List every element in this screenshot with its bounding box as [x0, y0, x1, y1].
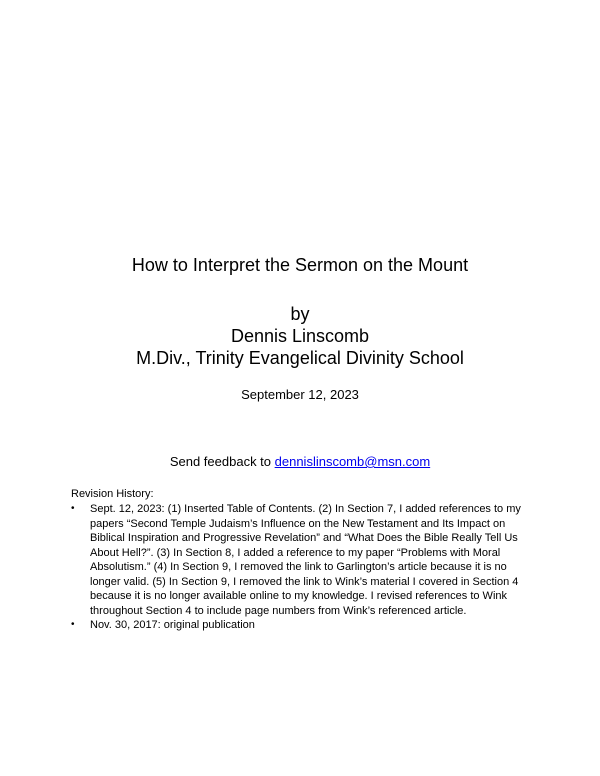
author-credential: M.Div., Trinity Evangelical Divinity School — [136, 348, 464, 368]
feedback-prefix: Send feedback to — [169, 454, 275, 469]
revision-entry-text: Sept. 12, 2023: (1) Inserted Table of Contents. (2) In Section 7, I added references to my papers “Second Temple Judaism’s Influence on the New Testament and Its Impact on Biblical Inspiration and Progressive Revelation” and “What Does the Bible Really Tell Us About Hell?”. (3) In Section 8, I added a reference to my paper “Problems with Moral Absolutism.” (4) In Section 9, I removed the link to Garlington’s article because it is no longer valid. (5) In Section 9, I removed the link to Wink’s material I covered in Section 4 because it is no longer available online to my knowledge. I revised references to Wink throughout Section 4 to include page numbers from Wink’s referenced article. — [90, 503, 521, 617]
revision-entry — [71, 618, 531, 633]
revision-history-heading: Revision History: — [71, 488, 154, 500]
author-name: Dennis Linscomb — [230, 326, 370, 346]
document-title: How to Interpret the Sermon on the Mount — [131, 255, 469, 275]
bullet-icon: • — [71, 619, 75, 630]
document-date: September 12, 2023 — [241, 387, 359, 402]
byline-by: by — [290, 304, 310, 324]
revision-entry — [71, 502, 531, 618]
feedback-email-link[interactable]: dennislinscomb@msn.com — [274, 454, 431, 469]
revision-entry-text: Nov. 30, 2017: original publication — [90, 619, 255, 631]
bullet-icon: • — [71, 503, 75, 514]
feedback-line — [0, 453, 600, 470]
revision-history-list — [71, 502, 531, 633]
